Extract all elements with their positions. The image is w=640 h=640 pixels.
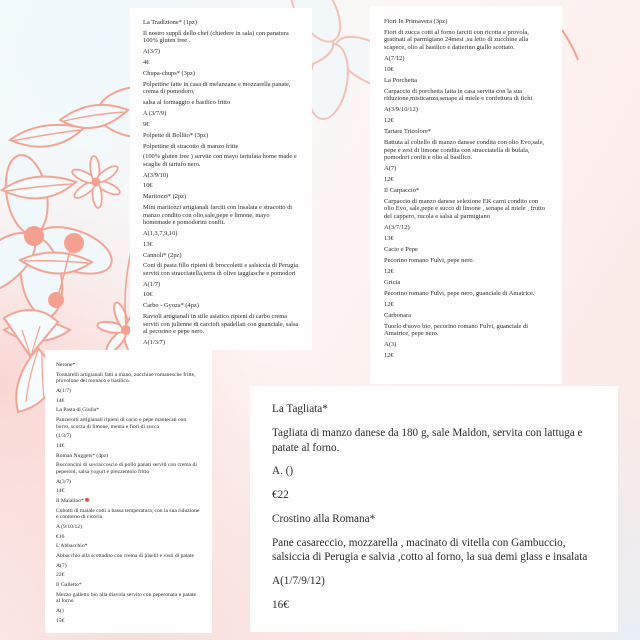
menu-item-name: Il Carpaccio* [384, 187, 420, 195]
menu-item-name: Tartare Tricolore* [384, 128, 432, 136]
menu-item-price: 12€ [384, 352, 394, 360]
menu-panel-bottom-left [45, 350, 212, 633]
menu-item [56, 582, 201, 624]
menu-item-price: 10€ [143, 291, 153, 299]
menu-panel-top-right [370, 6, 562, 384]
menu-item-name: Gricia [384, 278, 401, 286]
menu-item [384, 279, 548, 308]
menu-item-name: L'Abbacchio* [56, 543, 88, 550]
menu-item-name: Roman Nuggets* (4pz) [56, 452, 109, 459]
menu-item-allergens: A(1/7) [56, 387, 71, 394]
menu-item [143, 252, 299, 299]
menu-item-allergens: A (9/10/12) [56, 524, 82, 530]
menu-item [384, 246, 548, 275]
menu-item-description: Tagliata di manzo danese da 180 g, sale Maldon, servita con lattuga e patate al forno. [272, 426, 583, 454]
menu-item-name: Crostino alla Romana* [272, 512, 376, 525]
star-flower-icon [70, 156, 121, 209]
menu-item-description: (100% gluten free ) servite con mayo tartufata home made e scaglie di tartufo nero. [143, 153, 297, 168]
menu-item-description: Bocconcini di sovraccoscio di pollo panati serviti con crema di peperoni, salsa yogurt e prezzemolo fritto [56, 462, 197, 475]
menu-item-name: La Tagliata* [272, 403, 328, 415]
menu-item-allergens: A (3/7/9) [143, 109, 167, 117]
menu-item [56, 543, 201, 579]
menu-item-price: 22€ [56, 572, 65, 579]
menu-item-description: Mezzo galletto bio alla diavola servito con peperonata e patate al forno [56, 591, 196, 605]
menu-item-name: Carbo - Gyoza* (4pz) [143, 302, 199, 310]
menu-item [143, 193, 299, 248]
menu-item-price: 14€ [56, 443, 65, 449]
menu-item [143, 70, 299, 128]
menu-item-allergens: A(3) [384, 341, 397, 349]
menu-item-description: Pecorino romano Fulvi, pepe nero, guanciale di Amatrice. [384, 289, 535, 297]
menu-item-description: Mini maritozzi artigianali farciti con insalata e stracotto di manzo condito con olio,sale,pepe e limone, mayo homemade e pomodorini confit. [143, 204, 293, 226]
menu-item [384, 18, 548, 73]
menu-item-description: Panzerotti artigianali ripieni di cacio e pepe mantecati con burro, scorza di limone, menta e fiori di zucca [56, 417, 187, 430]
menu-item-allergens: A(7/12) [384, 54, 405, 62]
menu-item-description: Il nostro supplì dello chef (chiedere in sala) con panatura 100% gluten free . [143, 29, 289, 45]
menu-item-description: Ravioli artigianali in stile asiatico ripieni di carbo crema serviti con julienne di carciofi spadellati con guanciale, salsa al pecorino e pepe nero. [143, 313, 299, 335]
menu-item-allergens: A(3/9/10/12) [384, 106, 418, 114]
menu-item [272, 402, 596, 503]
menu-item-price: 12€ [384, 176, 394, 184]
menu-item [143, 19, 299, 66]
menu-item-allergens: A(7) [56, 562, 67, 569]
menu-item-allergens: A(1/3/7) [143, 338, 166, 346]
menu-item-price: 15€ [56, 617, 65, 624]
menu-item-price: 10€ [143, 182, 153, 190]
menu-item-name: La Tradizione* (1pz) [143, 19, 197, 26]
menu-item-price: €22 [272, 489, 289, 502]
menu-panel-top-left [130, 8, 312, 350]
menu-item [384, 312, 548, 360]
menu-item-description: Polpettine fatte in casa di melanzane e mozzarella panate, crema di pomodoro, [143, 80, 291, 96]
menu-panel-bottom-right [250, 386, 618, 632]
menu-item-allergens: A() [56, 608, 64, 615]
menu-item-name: Chupa-chups* (3pz) [143, 69, 195, 77]
menu-item-description: Tuorlo d'uovo bio, pecorino romano Fulvi, guanciale di Amatrice, pepe nero. [384, 322, 529, 338]
menu-item-name: Il Maialino* [56, 498, 201, 505]
menu-item [143, 302, 299, 357]
menu-item-price: 12€ [384, 117, 394, 125]
menu-item-name: La Pasta di Giulia* [56, 407, 100, 414]
pig-icon [85, 498, 89, 502]
menu-item-description: Pane casareccio, mozzarella , macinato di vitella con Gambuccio, salsiccia di Perugia e salvia ,cotto al forno, la sua demi glass e insalata [272, 536, 588, 564]
menu-item-description: Tonnarelli artigianali fatti a mano, zucchine romanesche fritte, provolone del monaco e basilico. [56, 371, 196, 385]
menu-item-price: 14€ [56, 397, 65, 404]
menu-item-name: Polpette di Bollito* (3pz) [143, 131, 209, 139]
stem-stroke [562, 30, 578, 60]
menu-item-description: salsa al formaggio e basilico fritto [143, 98, 231, 106]
menu-item-price: 9€ [143, 120, 150, 128]
menu-item-description: Polpettine di stracotto di manzo fritte [143, 142, 239, 150]
menu-item-price: 13€ [143, 240, 153, 248]
menu-item-description: Pecorino romano Fulvi, pepe nero. [384, 256, 475, 264]
menu-item-description: Coni di pasta fillo ripieni di broccoletti e salsiccia di Perugia serviti con stracciatella,terra di olive taggiasche e pomodori [143, 262, 299, 277]
menu-item [384, 128, 548, 183]
menu-item-name: Cannoli* (2pz) [143, 251, 182, 259]
menu-item-description: Battuta al coltello di manzo danese condita con olio Evo,sale, pepe e zest di limone condita con stracciatella di bufala, pomodori confit e olio al basilico. [384, 139, 545, 162]
menu-item [143, 132, 299, 190]
menu-item [272, 512, 596, 613]
menu-item-price: €16 [56, 533, 65, 540]
menu-item-name: Nerone* [56, 362, 76, 368]
menu-item-price: 13€ [384, 234, 394, 242]
menu-item-name: Carbonara [384, 311, 412, 319]
menu-item [56, 407, 201, 449]
menu-item-name: Fiori In Primavera (3pz) [384, 18, 448, 25]
menu-item-allergens: A(3/9/10) [143, 171, 169, 179]
menu-item-allergens: A(1/7/9/12) [272, 575, 325, 588]
menu-item [56, 498, 201, 540]
menu-item-price: 12€ [384, 300, 394, 308]
menu-item-allergens: (1/3/7) [56, 433, 72, 440]
menu-item-allergens: A(3/7/12) [384, 223, 410, 231]
menu-item-price: 4€ [143, 58, 150, 66]
menu-item-name: Maritozzi* (2pz) [143, 193, 187, 201]
menu-item-description: Fiori di zucca cotti al forno farciti con ricotta e provola, gratinati al parmigiano 24mesi ,su letto di zucchine alla scapece, olio al basilico e datterino giallo scottato. [384, 29, 529, 51]
menu-item [384, 187, 548, 242]
menu-item-description: Carpaccio di manzo danese selezione EK carni condito con olio Evo, sale,pepe e succo di limone , senape al miele , frutto del cappero, rucola e salsa al parmigiano [384, 198, 546, 220]
menu-item-name: Il Galletto* [56, 582, 82, 589]
menu-item-price: 16€ [272, 599, 289, 612]
menu-item-name: La Porchetta [384, 76, 418, 84]
menu-item-allergens: A(3/7) [56, 478, 71, 485]
menu-item-description: Carpaccio di porchetta fatta in casa servita con la sua riduzione,misticanza,senape al miele e confettura di fichi [384, 87, 533, 103]
menu-item-name: Cacio e Pepe [384, 245, 418, 253]
menu-item-price: 12€ [384, 267, 394, 275]
menu-item-description: Cubotti di maiale cotti a bassa temperatura, con la sua riduzione e contorno di cicoria. [56, 507, 200, 521]
menu-item-allergens: A(1/7) [143, 280, 161, 288]
menu-item-allergens: A(7) [384, 165, 397, 173]
menu-item [56, 453, 201, 495]
menu-item [56, 362, 201, 404]
menu-item [384, 77, 548, 125]
menu-item-price: 14€ [56, 488, 65, 495]
menu-item-description: Abbacchio alla scottadito con crema di piselli e rosti di patate [56, 553, 194, 560]
menu-item-allergens: A(3/7) [143, 48, 161, 56]
menu-item-price: 10€ [384, 65, 394, 73]
menu-item-allergens: A. () [272, 465, 294, 478]
menu-item-allergens: A(1,3,7,9,10) [143, 229, 178, 237]
